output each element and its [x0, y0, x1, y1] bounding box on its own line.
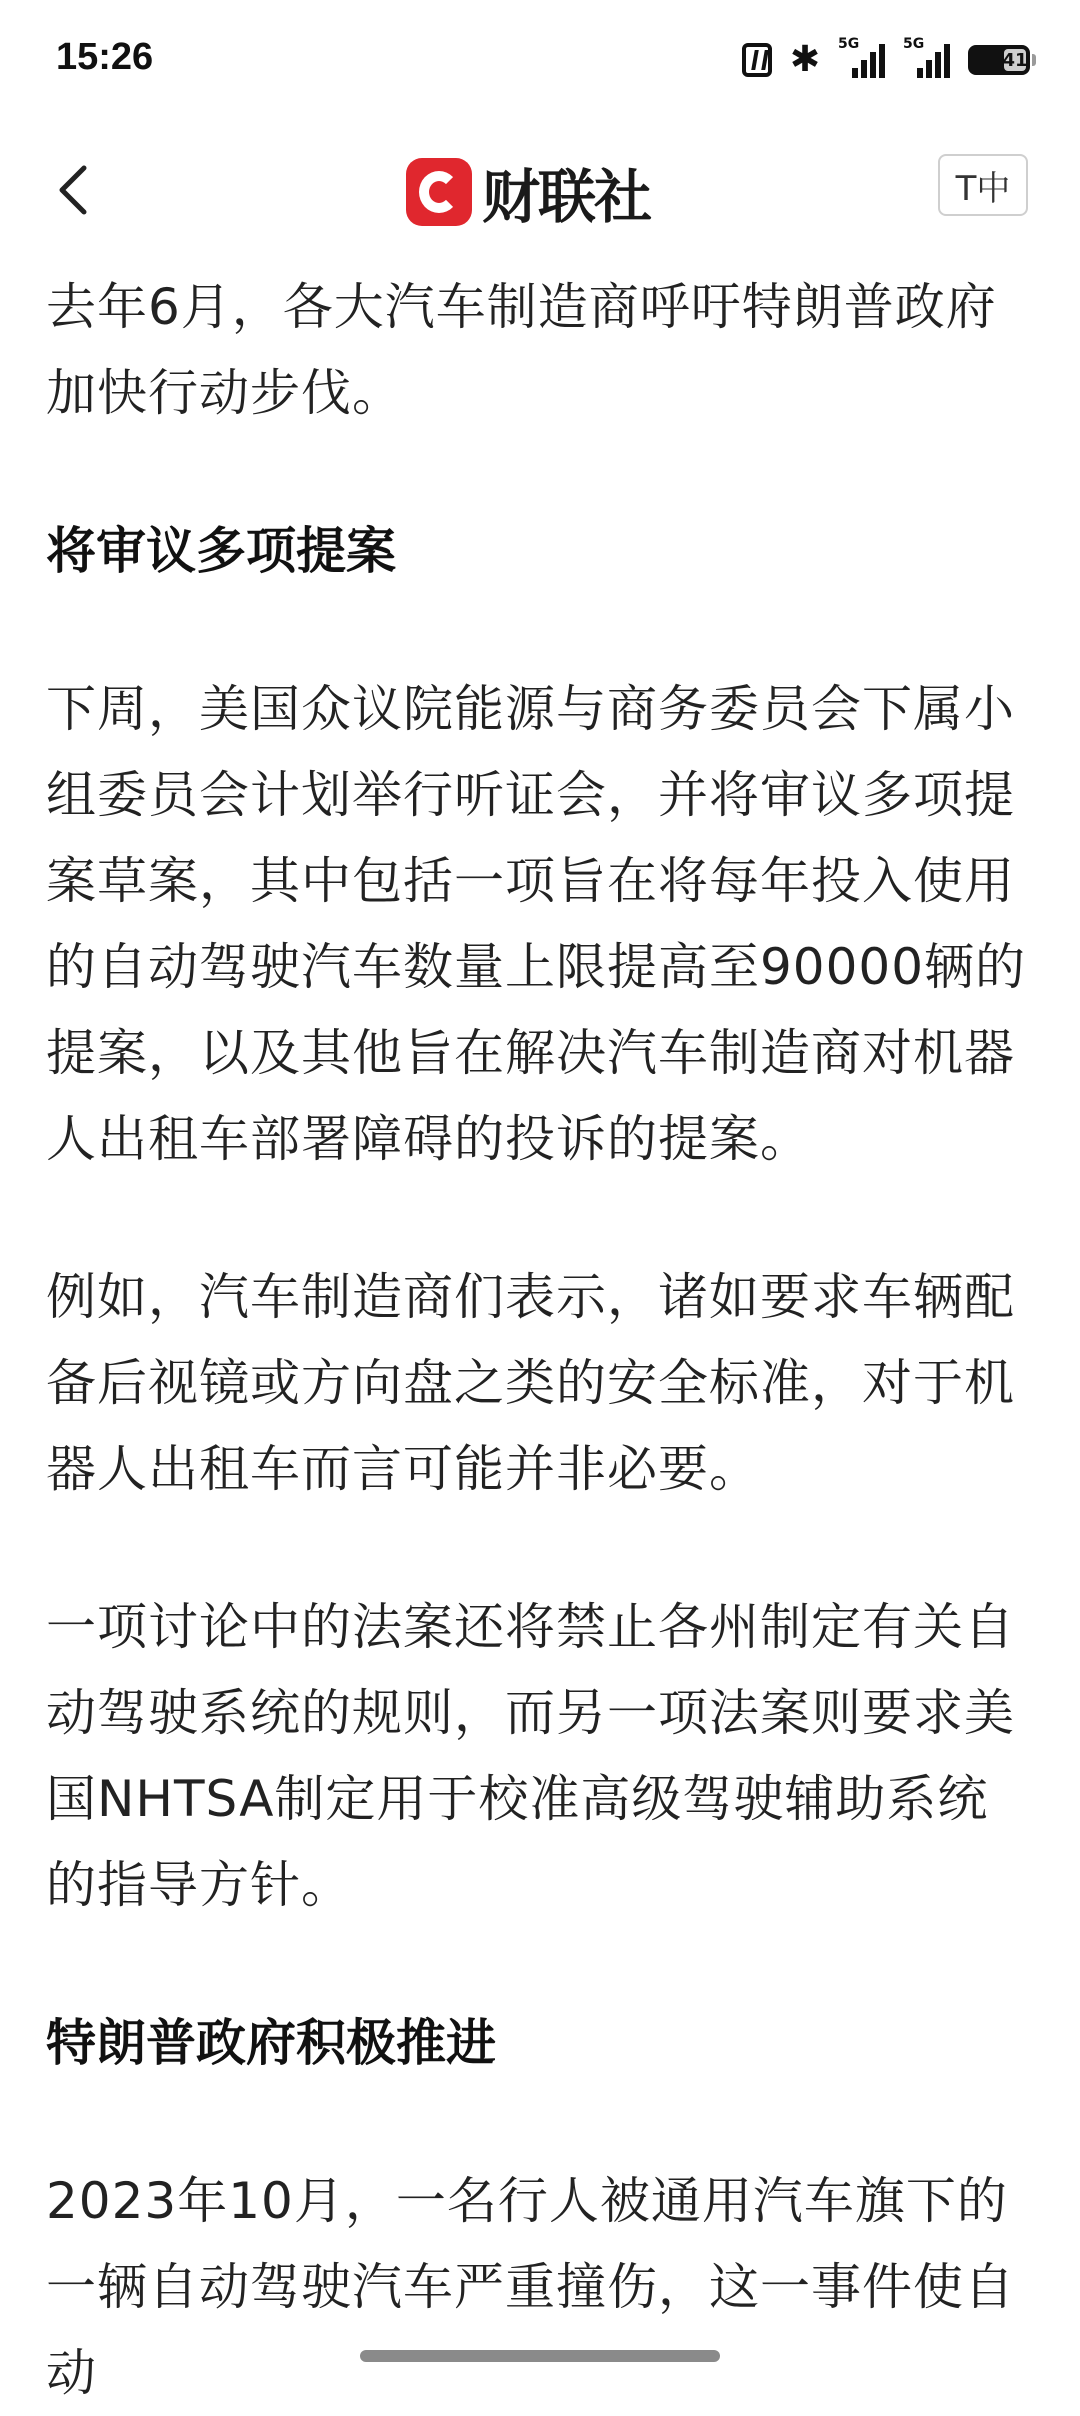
status-bar	[0, 0, 1080, 120]
paragraph: 例如，汽车制造商们表示，诸如要求车辆配备后视镜或方向盘之类的安全标准，对于机器人出租车而言可能并非必要。	[46, 1268, 1015, 1498]
section-heading: 特朗普政府积极推进	[46, 2014, 496, 2072]
section-heading: 将审议多项提案	[46, 522, 396, 580]
signal-icon	[838, 36, 885, 78]
logo-text: 财联社	[482, 163, 651, 231]
paragraph: 2023年10月，一名行人被通用汽车旗下的一辆自动驾驶汽车严重撞伤，这一事件使自动	[46, 2172, 1015, 2402]
status-time: 15:26	[56, 36, 154, 78]
network-type-label: 5G	[838, 36, 860, 52]
status-icons	[742, 36, 1030, 80]
app-logo	[406, 150, 650, 234]
logo-mark-icon	[406, 158, 472, 226]
nfc-icon	[742, 43, 772, 77]
paragraph: 下周，美国众议院能源与商务委员会下属小组委员会计划举行听证会，并将审议多项提案草案，其中包括一项旨在将每年投入使用的自动驾驶汽车数量上限提高至90000辆的提案，以及其他旨在解决汽车制造商对机器人出租车部署障碍的投诉的提案。	[46, 680, 1027, 1168]
paragraph: 一项讨论中的法案还将禁止各州制定有关自动驾驶系统的规则，而另一项法案则要求美国NHTSA制定用于校准高级驾驶辅助系统的指导方针。	[46, 1598, 1015, 1914]
nav-bar	[0, 130, 1080, 250]
network-type-label: 5G	[903, 36, 925, 52]
battery-level: 41	[1002, 49, 1028, 71]
paragraph: 去年6月，各大汽车制造商呼吁特朗普政府加快行动步伐。	[46, 278, 997, 422]
battery-icon	[968, 45, 1030, 75]
back-button[interactable]	[50, 160, 100, 220]
font-size-button[interactable]: T中	[938, 154, 1028, 216]
chevron-left-icon	[50, 160, 100, 220]
article-body	[46, 264, 1036, 2416]
bluetooth-icon: ✱	[789, 39, 820, 80]
signal-icon	[903, 36, 950, 78]
home-indicator[interactable]	[360, 2350, 720, 2362]
